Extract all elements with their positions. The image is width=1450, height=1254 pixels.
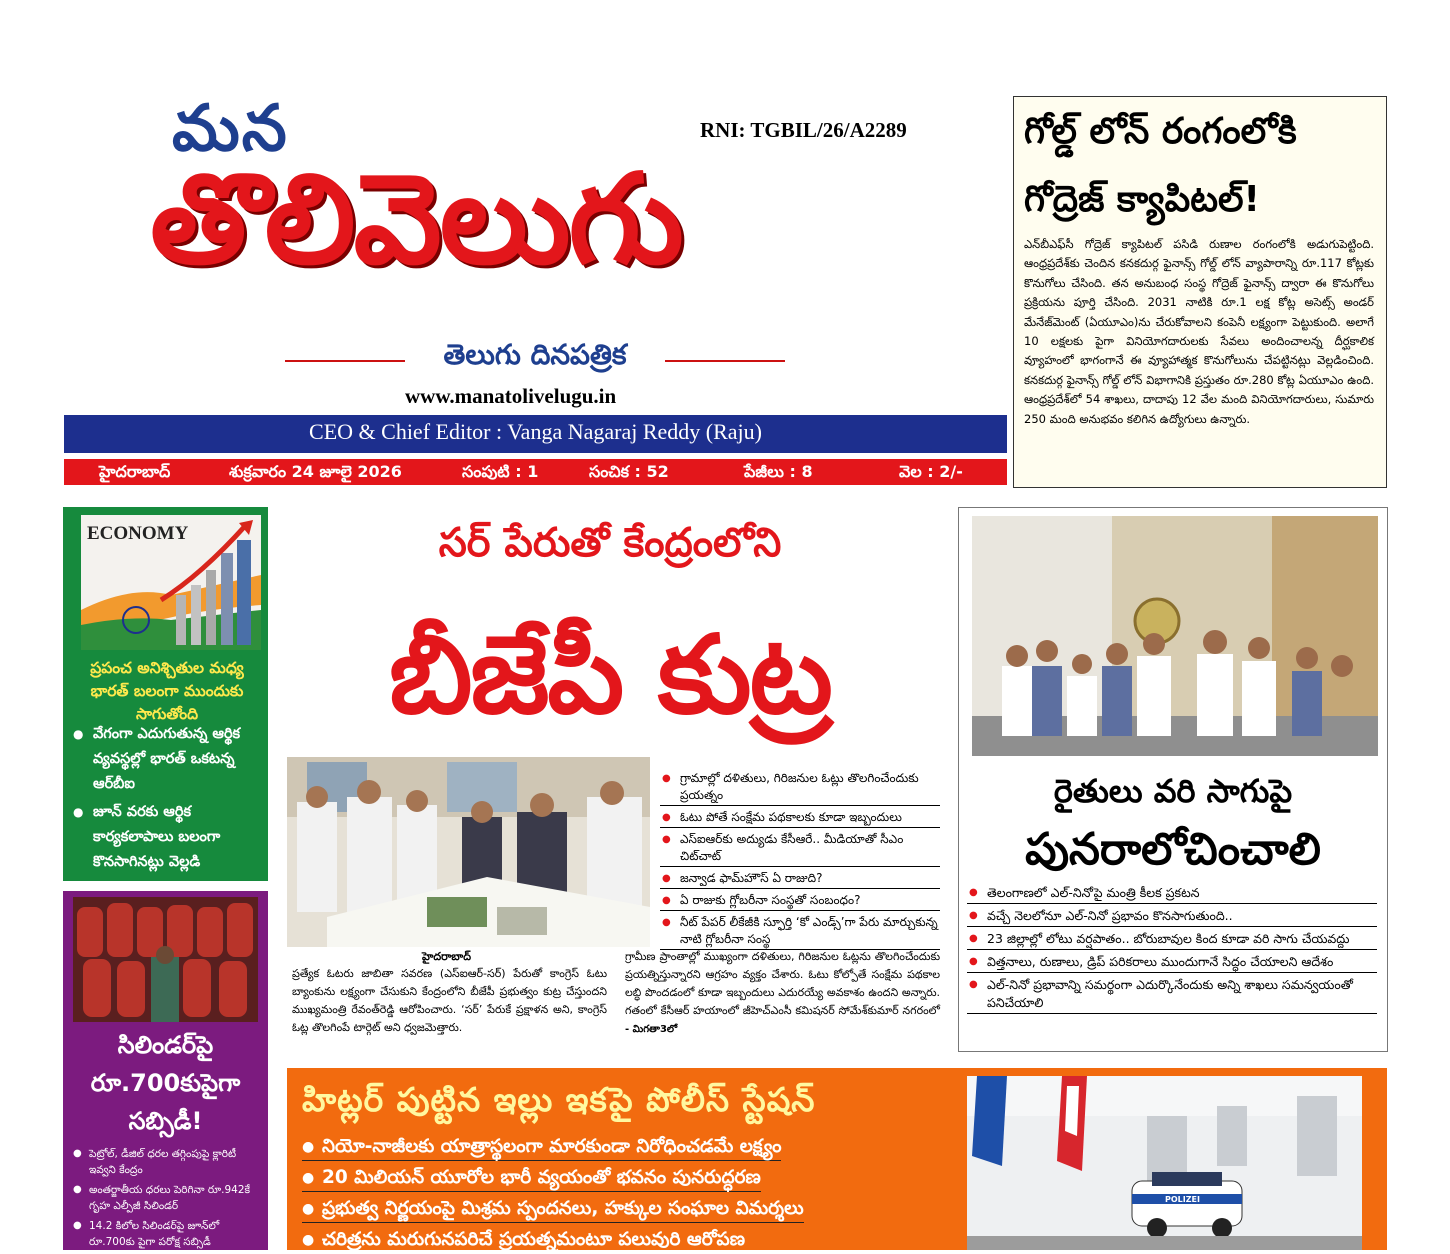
gold-body-text: ఎన్‌బీఎఫ్‌సీ గోద్రెజ్ క్యాపిటల్ పసిడి రుణాల రంగంలోకి అడుగుపెట్టింది. ఆంధ్రప్రదేశ్‌కు చెందిన కనకదుర్గ ఫైనాన్స్ గోల్డ్ లోన్ వ్యాపారాన్ని రూ.117 కోట్లకు కొనుగోలు చేసింది. తన అనుబంధ సంస్థ గోద్రెజ్ ఫైనాన్స్ ద్వారా ఈ కొనుగోలు ప్రక్రియను పూర్తి చేసింది. 2031 నాటికి రూ.1 లక్ష కోట్ల అసెట్స్ అండర్ మేనేజ్‌మెంట్ (ఏయూఎం)ను చేరుకోవాలని కంపెనీ లక్ష్యంగా పెట్టుకుంది. అలాగే 10 లక్షలకు పైగా వినియోగదారులకు సేవలు అందించాలన్న దీర్ఘకాలిక వ్యూహంలో భాగంగానే ఈ వ్యూహాత్మక కొనుగోలును చేపట్టినట్లు వెల్లడించింది. కనకదుర్గ ఫైనాన్స్ గోల్డ్ లోన్ విభాగానికి ప్రస్తుతం రూ.280 కోట్ల ఏయూఎం ఉంది. ఆంధ్రప్రదేశ్‌లో 54 శాఖలు, దాదాపు 12 వేల మంది వినియోగదారులు, సుమారు 250 మంది అనుభవం కలిగిన ఉద్యోగులు ఉన్నారు. (1024, 237, 1374, 426)
cylinder-headline-1: సిలిండర్‌పై (117, 1031, 214, 1059)
farmers-article (958, 507, 1388, 1052)
list-item: ● 23 జిల్లాల్లో లోటు వర్షపాతం.. బోరుబావుల కింద కూడా వరి సాగు చేయవద్దు (967, 930, 1377, 950)
editor-credit: CEO & Chief Editor : Vanga Nagaraj Reddy (Raju) (309, 419, 762, 444)
gold-headline-2: గోద్రెజ్ క్యాపిటల్! (1024, 179, 1260, 220)
issue-date: శుక్రవారం 24 జూలై 2026 (229, 462, 402, 481)
cylinder-headline-2: రూ.700కుపైగా (90, 1069, 241, 1097)
minister-meeting-photo (972, 516, 1378, 756)
list-item: ● ఓటు పోతే సంక్షేమ పథకాలకు కూడా ఇబ్బందులు (660, 809, 940, 828)
tagline-rule-left (285, 360, 405, 362)
list-item: ● ఎస్ఐఆర్‌కు అద్యుడు కేసీఆరే.. మీడియాతో సీఎం చిట్‌చాట్ (660, 831, 940, 867)
main-subheadline: సర్ పేరుతో కేంద్రంలోని (438, 520, 782, 566)
list-item: ● తెలంగాణలో ఎల్-నినోపై మంత్రి కీలక ప్రకటన (967, 884, 1377, 904)
rni-number: RNI: TGBIL/26/A2289 (700, 118, 907, 142)
issue-number: సంచిక : 52 (589, 462, 669, 481)
website-link[interactable]: www.manatolivelugu.in (405, 384, 617, 408)
issue-pages: పేజీలు : 8 (744, 462, 813, 481)
gold-loan-article (1013, 96, 1387, 488)
list-item: ● ఏ రాజుకు గ్లోబరీనా సంస్థతో సంబంధం? (660, 892, 940, 911)
farmers-headline-2: పునరాలోచించాలి (1025, 824, 1321, 875)
cylinder-headline-3: సబ్సిడీ! (128, 1107, 203, 1135)
list-item: ● జూన్ వరకు ఆర్థిక కార్యకలాపాలు బలంగా కొనసాగినట్లు వెల్లడి (73, 800, 263, 875)
main-body-column-2 (625, 948, 940, 1039)
economy-bullets (73, 722, 263, 878)
list-item: ● వచ్చే నెలలోనూ ఎల్-నినో ప్రభావం కొనసాగుతుంది.. (967, 907, 1377, 927)
list-item: ● గ్రామాల్లో దళితులు, గిరిజనుల ఓట్లు తొలగించేందుకు ప్రయత్నం (660, 770, 940, 806)
editor-bar (64, 415, 1007, 453)
main-dateline: హైదరాబాద్ (422, 950, 471, 963)
main-headline: బీజేపీ కుట్ర (389, 613, 831, 738)
list-item: ● అంతర్జాతీయ ధరలు పెరిగినా రూ.942కే గృహ ఎల్పీజీ సిలిండర్ (73, 1182, 263, 1214)
hitler-bullets (302, 1134, 952, 1250)
gas-cylinders-photo (73, 897, 258, 1022)
masthead-mana: మన (172, 92, 289, 166)
main-body-column-1: ప్రత్యేక ఓటరు జాబితా సవరణ (ఎస్ఐఆర్-సర్) పేరుతో కాంగ్రెస్ ఓటు బ్యాంకును లక్ష్యంగా చేసుకుని కేంద్రంలోని బీజేపీ ప్రభుత్వం కుట్ర చేస్తుందని ముఖ్యమంత్రి రేవంత్‌రెడ్డి ఆరోపించారు. ‘సర్’ పేరుకే ప్రక్షాళన అని, కాంగ్రెస్ ఓట్ల తొలగింపే టార్గెట్ అని ధ్వజమెత్తారు. (292, 967, 607, 1034)
list-item: ● విత్తనాలు, రుణాలు, డ్రిప్ పరికరాలు ముందుగానే సిద్ధం చేయాలని ఆదేశం (967, 953, 1377, 973)
hitler-house-article (287, 1068, 1387, 1250)
cylinder-bullets (73, 1146, 263, 1254)
list-item: ● ఎల్-నినో ప్రభావాన్ని సమర్థంగా ఎదుర్కొనేందుకు అన్ని శాఖలు సమన్వయంతో పనిచేయాలి (967, 976, 1377, 1014)
economy-image-label: ECONOMY (87, 523, 189, 544)
list-item: ● 14.2 కిలోల సిలిండర్‌పై జూన్‌లో రూ.700కు పైగా పరోక్ష సబ్సిడీ (73, 1218, 263, 1250)
police-car-label: POLIZEI (1165, 1195, 1200, 1204)
economy-headline: ప్రపంచ అనిశ్చితుల మధ్య భారత్ బలంగా ముందుకు సాగుతోంది (90, 659, 244, 723)
issue-city: హైదరాబాద్ (99, 462, 171, 481)
list-item: ● నీట్ పేపర్ లీకేజీకి స్ఫూర్తి ‘కో ఎండ్స్’గా పేరు మార్చుకున్న నాటి గ్లోబరీనా సంస్థ (660, 914, 940, 950)
issue-info-bar (64, 459, 1007, 485)
hitler-headline: హిట్లర్ పుట్టిన ఇల్లు ఇకపై పోలీస్ స్టేషన్ (302, 1080, 816, 1119)
economy-article (63, 507, 268, 881)
economy-chart-image (81, 515, 261, 650)
gold-headline-1: గోల్డ్ లోన్ రంగంలోకి (1024, 111, 1297, 152)
tagline: తెలుగు దినపత్రిక (443, 338, 627, 371)
list-item: ● పెట్రోల్, డీజిల్ ధరల తగ్గింపుపై క్లారిటీ ఇవ్వని కేంద్రం (73, 1146, 263, 1178)
list-item: ● ప్రభుత్వ నిర్ణయంపై మిశ్రమ స్పందనలు, హక్కుల సంఘాల విమర్శలు (302, 1196, 804, 1223)
list-item: ● వేగంగా ఎదుగుతున్న ఆర్థిక వ్యవస్థల్లో భారత్ ఒకటన్న ఆర్‌బీఐ (73, 722, 263, 797)
issue-price: వెల : 2/- (899, 462, 963, 481)
cm-inspection-photo (287, 757, 650, 947)
main-body-text: గ్రామీణ ప్రాంతాల్లో ముఖ్యంగా దళితులు, గిరిజనుల ఓట్లను తొలగించేందుకు ప్రయత్నిస్తున్నారని ఆగ్రహం వ్యక్తం చేశారు. ఓటు కోల్పోతే సంక్షేమ పథకాల లబ్ధి పొందడంలో కూడా ఇబ్బందులు ఎదురయ్యే అవకాశం ఉందని అన్నారు. గతంలో కేసీఆర్ హయాంలో జీహెచ్‌ఎంసీ కమిషనర్ సోమేశ్‌కుమార్ నగరంలో (625, 950, 940, 1017)
list-item: ● నియో-నాజీలకు యాత్రాస్థలంగా మారకుండా నిరోధించడమే లక్ష్యం (302, 1134, 781, 1161)
police-station-photo (967, 1076, 1362, 1250)
farmers-bullets (967, 884, 1377, 1017)
cylinder-article (63, 891, 268, 1250)
issue-volume: సంపుటి : 1 (462, 462, 539, 481)
continued-link[interactable]: - మిగతా3లో (625, 1024, 678, 1035)
tagline-rule-right (665, 360, 785, 362)
main-bullets (660, 770, 940, 953)
list-item: ● చరిత్రను మరుగునపరిచే ప్రయత్నమంటూ పలువురి ఆరోపణ (302, 1227, 745, 1250)
farmers-headline-1: రైతులు వరి సాగుపై (1053, 772, 1293, 810)
newspaper-logo: తొలివెలుగు (150, 148, 682, 292)
list-item: ● 20 మిలియన్ యూరోల భారీ వ్యయంతో భవనం పునరుద్ధరణ (302, 1165, 761, 1192)
list-item: ● జన్వాడ ఫామ్‌హౌస్ ఏ రాజుది? (660, 870, 940, 889)
tagline-row (285, 338, 785, 378)
